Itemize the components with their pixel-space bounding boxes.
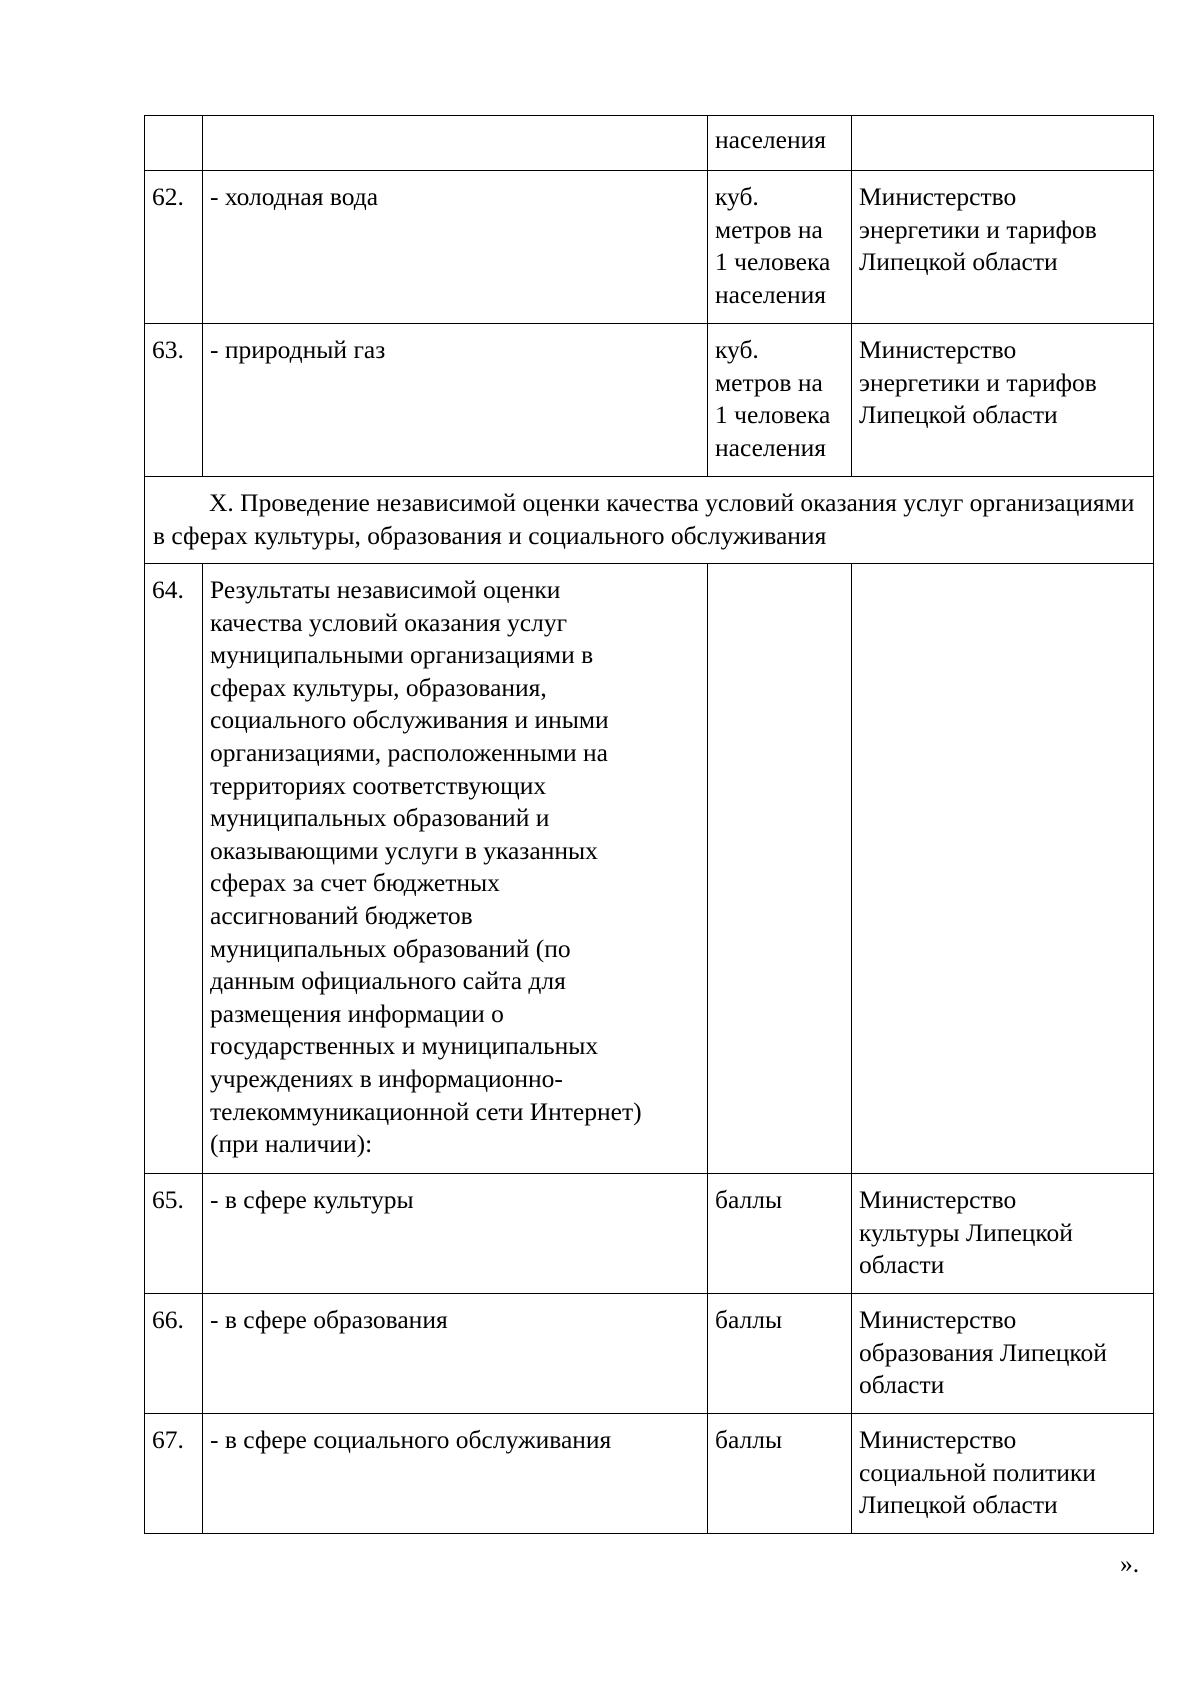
indicator-name: - в сфере образования	[203, 1294, 708, 1414]
data-source	[852, 564, 1154, 1174]
indicators-table	[144, 115, 1154, 1534]
indicator-name	[203, 116, 708, 171]
row-number: 62.	[145, 171, 203, 324]
data-source: Министерство образования Липецкой области	[852, 1294, 1154, 1414]
unit-of-measure: населения	[708, 116, 852, 171]
row-number: 64.	[145, 564, 203, 1174]
unit-of-measure	[708, 564, 852, 1174]
table-row	[145, 1174, 1154, 1294]
table-row	[145, 116, 1154, 171]
row-number: 63.	[145, 324, 203, 477]
row-number: 65.	[145, 1174, 203, 1294]
indicator-name: - в сфере культуры	[203, 1174, 708, 1294]
unit-of-measure: куб. метров на 1 человека населения	[708, 171, 852, 324]
table-row	[145, 324, 1154, 477]
unit-of-measure: баллы	[708, 1414, 852, 1534]
unit-of-measure: баллы	[708, 1294, 852, 1414]
table-row	[145, 171, 1154, 324]
data-source: Министерство социальной политики Липецкой области	[852, 1414, 1154, 1534]
table-row	[145, 1414, 1154, 1534]
unit-of-measure: куб. метров на 1 человека населения	[708, 324, 852, 477]
table-row	[145, 564, 1154, 1174]
section-row	[145, 477, 1154, 564]
data-source: Министерство энергетики и тарифов Липецкой области	[852, 171, 1154, 324]
data-source	[852, 116, 1154, 171]
row-number: 66.	[145, 1294, 203, 1414]
indicator-name: - в сфере социального обслуживания	[203, 1414, 708, 1534]
indicator-name: - холодная вода	[203, 171, 708, 324]
indicator-name: - природный газ	[203, 324, 708, 477]
unit-of-measure: баллы	[708, 1174, 852, 1294]
row-number	[145, 116, 203, 171]
data-source: Министерство культуры Липецкой области	[852, 1174, 1154, 1294]
section-heading: X. Проведение независимой оценки качества условий оказания услуг организациями в сферах культуры, образования и социального обслуживания	[145, 477, 1154, 564]
row-number: 67.	[145, 1414, 203, 1534]
indicator-name: Результаты независимой оценки качества условий оказания услуг муниципальными организациями в сферах культуры, образования, социального обслуживания и иными организациями, расположенными на территориях соответствующих муниципальных образований и оказывающими услуги в указанных сферах за счет бюджетных ассигнований бюджетов муниципальных образований (по данным официального сайта для размещения информации о государственных и муниципальных учреждениях в информационно- телекоммуникационной сети Интернет) (при наличии):	[203, 564, 708, 1174]
table-row	[145, 1294, 1154, 1414]
closing-quote: ».	[1120, 1549, 1140, 1578]
data-source: Министерство энергетики и тарифов Липецкой области	[852, 324, 1154, 477]
